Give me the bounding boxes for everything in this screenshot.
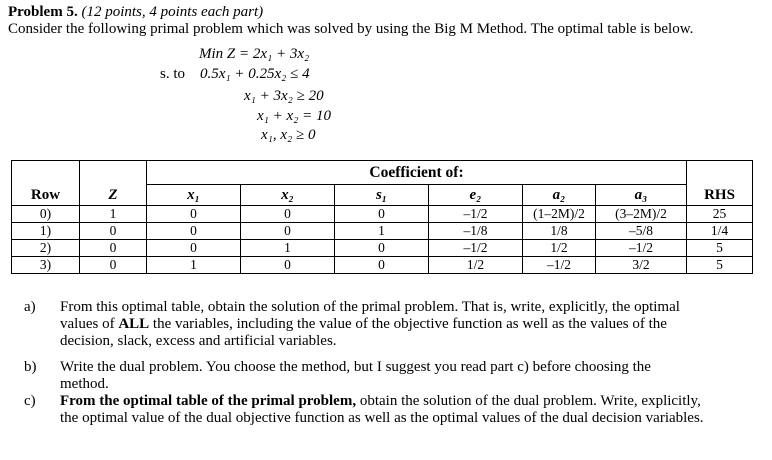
- table-cell: 25: [687, 206, 753, 223]
- table-cell: 0: [241, 223, 335, 240]
- table-cell: 0: [147, 223, 241, 240]
- optimal-table: [11, 160, 753, 274]
- column-header-x1: x₁: [147, 185, 241, 206]
- table-cell: 0): [12, 206, 80, 223]
- question-b-text: Write the dual problem. You choose the method, but I suggest you read part c) before choosing the method.: [60, 359, 651, 392]
- table-cell: 1): [12, 223, 80, 240]
- table-cell: 1/2: [429, 257, 523, 274]
- problem-heading: Problem 5.: [8, 4, 78, 20]
- question-c-label: c): [24, 393, 36, 409]
- table-cell: 1: [241, 240, 335, 257]
- table-cell: 2): [12, 240, 80, 257]
- question-b-label: b): [24, 359, 37, 375]
- constraint-1: 0.5x₁ + 0.25x₂ ≤ 4: [200, 66, 310, 82]
- table-cell: 1: [80, 206, 147, 223]
- table-cell: 0: [80, 257, 147, 274]
- table-cell: 0: [335, 240, 429, 257]
- table-cell: 0: [335, 257, 429, 274]
- problem-intro: Consider the following primal problem which was solved by using the Big M Method. The optimal table is below.: [8, 21, 694, 37]
- table-cell: –1/2: [429, 206, 523, 223]
- constraint-row-1: [160, 66, 310, 83]
- table-cell: 0: [147, 206, 241, 223]
- problem-points: (12 points, 4 points each part): [81, 4, 264, 20]
- table-cell: 0: [80, 223, 147, 240]
- table-row: [12, 257, 753, 274]
- constraint-3: x₁ + x₂ = 10: [257, 108, 331, 124]
- table-row: [12, 223, 753, 240]
- coefficient-group-header: Coefficient of:: [147, 161, 687, 185]
- column-header-x2: x₂: [241, 185, 335, 206]
- table-cell: 0: [241, 206, 335, 223]
- table-row: [12, 206, 753, 223]
- constraint-2: x₁ + 3x₂ ≥ 20: [244, 88, 324, 104]
- table-cell: –1/8: [429, 223, 523, 240]
- column-header-a3: a₃: [596, 185, 687, 206]
- subject-to-label: s. to: [160, 66, 186, 82]
- column-header-a2: a₂: [523, 185, 596, 206]
- table-cell: 1: [147, 257, 241, 274]
- table-cell: (3–2M)/2: [596, 206, 687, 223]
- table-cell: –1/2: [596, 240, 687, 257]
- table-cell: 1/4: [687, 223, 753, 240]
- table-cell: –1/2: [429, 240, 523, 257]
- table-cell: 0: [335, 206, 429, 223]
- question-c-text: From the optimal table of the primal problem, obtain the solution of the dual problem. Write, explicitly, the optimal value of the dual objective function as well as the optimal values of the dual decision variables.: [60, 393, 704, 426]
- objective-function: Min Z = 2x₁ + 3x₂: [199, 46, 310, 62]
- table-cell: 3/2: [596, 257, 687, 274]
- table-cell: –1/2: [523, 257, 596, 274]
- problem-title: [8, 4, 263, 21]
- question-a-text: From this optimal table, obtain the solution of the primal problem. That is, write, explicitly, the optimal values of ALL the variables, including the value of the objective function as well as the values of the decision, slack, excess and artificial variables.: [60, 299, 680, 349]
- column-header-row: Row: [12, 185, 80, 206]
- column-header-rhs: RHS: [687, 185, 753, 206]
- column-header-e2: e₂: [429, 185, 523, 206]
- table-cell: 0: [241, 257, 335, 274]
- column-header-z: Z: [80, 185, 147, 206]
- table-cell: 5: [687, 257, 753, 274]
- question-a-label: a): [24, 299, 36, 315]
- table-cell: 5: [687, 240, 753, 257]
- table-cell: 0: [147, 240, 241, 257]
- table-cell: 1/2: [523, 240, 596, 257]
- table-cell: –5/8: [596, 223, 687, 240]
- column-header-s1: s₁: [335, 185, 429, 206]
- table-cell: 1: [335, 223, 429, 240]
- table-row: [12, 240, 753, 257]
- table-cell: (1–2M)/2: [523, 206, 596, 223]
- non-negativity-constraint: x₁, x₂ ≥ 0: [261, 127, 316, 143]
- table-cell: 1/8: [523, 223, 596, 240]
- table-cell: 0: [80, 240, 147, 257]
- table-cell: 3): [12, 257, 80, 274]
